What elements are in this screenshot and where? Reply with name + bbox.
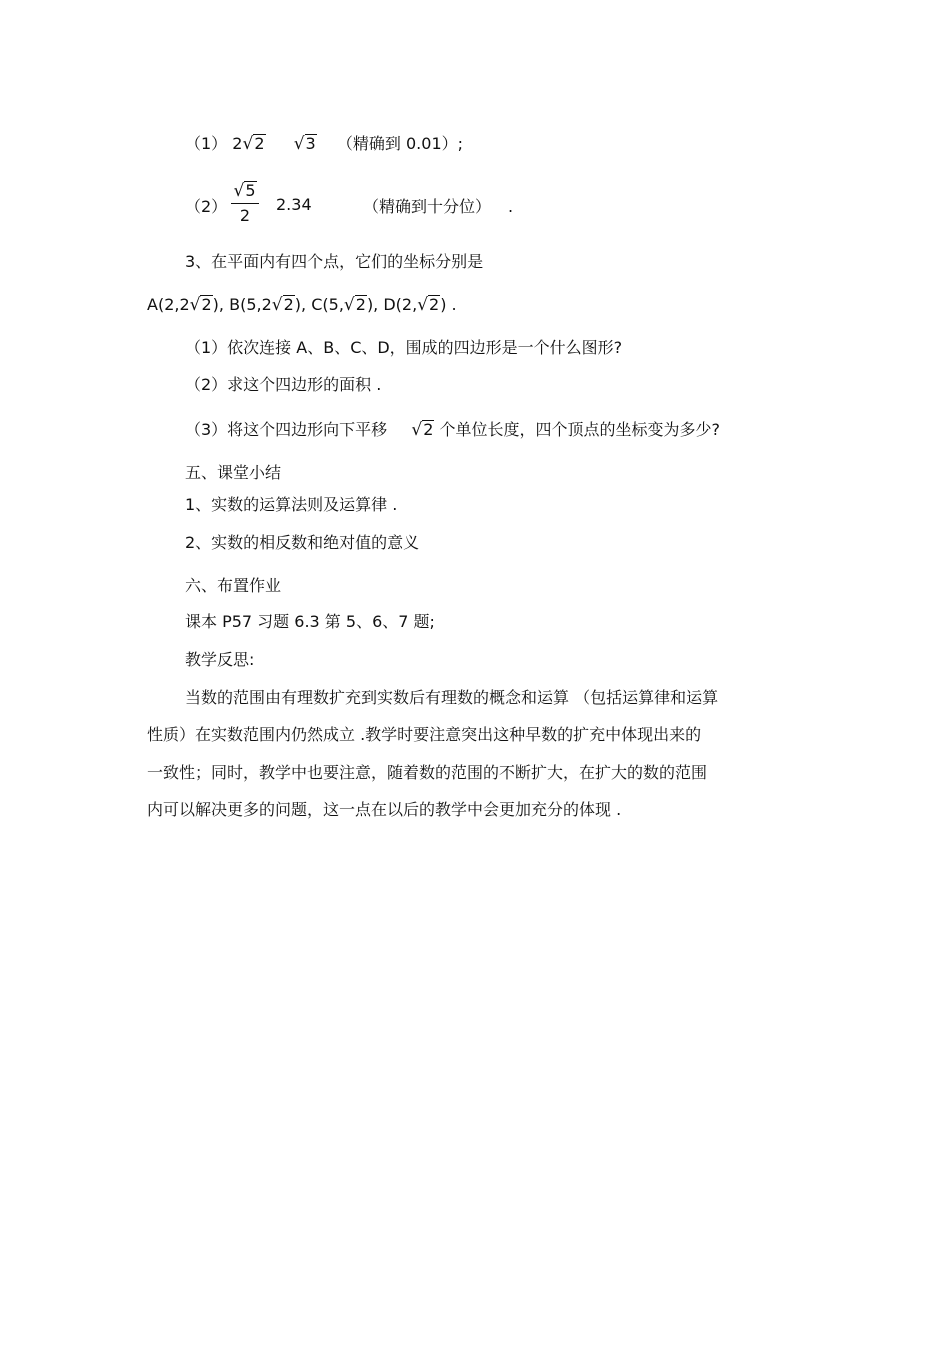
reflection-line4: 内可以解决更多的问题，这一点在以后的教学中会更加充分的体现 .	[147, 800, 622, 819]
fraction-denominator: 2	[239, 206, 251, 225]
fraction-radicand: 5	[245, 181, 256, 200]
q2-item2-end: .	[508, 197, 514, 216]
q2-item2-label: （2）	[185, 197, 228, 216]
summary-heading: 五、课堂小结	[185, 463, 282, 482]
q3-sub3	[185, 420, 720, 440]
point-d: D(2,√2) .	[383, 295, 457, 315]
radical-sign: √	[189, 295, 201, 315]
point-b: B(5,2√2),	[229, 295, 307, 315]
radical-sign: √	[417, 295, 429, 315]
q3-points	[147, 295, 457, 315]
point-c: C(5,√2),	[311, 295, 379, 315]
item1-note: （精确到 0.01）;	[336, 134, 464, 153]
q2-item2-value: 2.34	[276, 195, 312, 214]
radical-sign: √	[242, 134, 254, 154]
reflection-line2: 性质）在实数范围内仍然成立 .教学时要注意突出这种早数的扩充中体现出来的	[147, 725, 702, 744]
q2-item2-note: （精确到十分位）	[363, 197, 492, 216]
fraction-numerator: √5	[231, 181, 259, 204]
q2-item1	[185, 134, 463, 154]
q3-sub3-pre: （3）将这个四边形向下平移	[185, 420, 388, 439]
radical-sign: √	[411, 420, 423, 440]
item1-radicand-b: 3	[305, 134, 316, 153]
homework-text: 课本 P57 习题 6.3 第 5、6、7 题;	[185, 612, 435, 631]
item1-radicand-a: 2	[254, 134, 265, 153]
item1-label: （1）	[185, 134, 228, 153]
homework-heading: 六、布置作业	[185, 576, 282, 595]
reflection-line3: 一致性；同时，教学中也要注意，随着数的范围的不断扩大，在扩大的数的范围	[147, 763, 708, 782]
q3-sub1: （1）依次连接 A、B、C、D，围成的四边形是一个什么图形?	[185, 338, 623, 357]
reflection-line1: 当数的范围由有理数扩充到实数后有理数的概念和运算 （包括运算律和运算	[185, 688, 719, 707]
q3-intro: 3、在平面内有四个点，它们的坐标分别是	[185, 252, 484, 271]
point-a: A(2,2√2),	[147, 295, 224, 315]
reflection-heading: 教学反思:	[185, 650, 255, 669]
q3-sub2: （2）求这个四边形的面积 .	[185, 375, 382, 394]
radical-sign: √	[271, 295, 283, 315]
summary-item1: 1、实数的运算法则及运算律 .	[185, 495, 398, 514]
radical-sign: √	[343, 295, 355, 315]
q3-sub3-post: 个单位长度，四个顶点的坐标变为多少?	[439, 420, 720, 439]
q3-sub3-radicand: 2	[423, 420, 434, 439]
radical-sign: √	[293, 134, 305, 154]
summary-item2: 2、实数的相反数和绝对值的意义	[185, 533, 420, 552]
item1-coef: 2	[232, 134, 243, 153]
q2-item2-fraction	[231, 181, 259, 225]
